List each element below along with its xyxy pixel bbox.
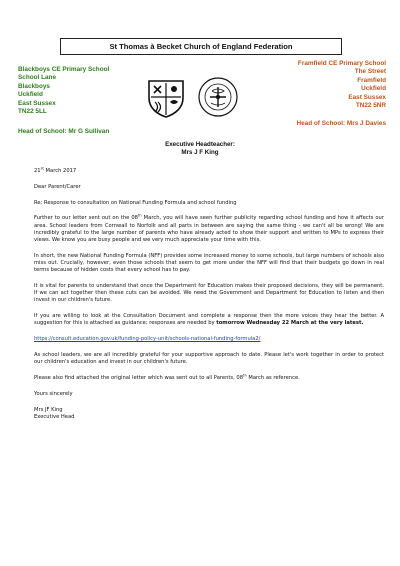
letter-p6-sup: th: [243, 373, 247, 378]
executive-title: Executive Headteacher:: [165, 141, 235, 148]
letter-salutation: Dear Parent/Carer: [34, 183, 81, 190]
letter-paragraph-3: It is vital for parents to understand that once the Department for Education makes their proposed decisions, they will be permanent. If we can act together then these cuts can be avoided. We need the Government and Department for Education to listen and then invest in our children's future.: [34, 283, 384, 304]
letter-closing: Yours sincerely: [34, 390, 73, 397]
letter-consultation-link-row: [34, 336, 384, 343]
letter-date-suffix: st: [40, 166, 44, 171]
blackboys-address-line-3: Uckfield: [18, 91, 43, 99]
letter-p6-end: March as reference.: [246, 375, 300, 381]
blackboys-address-line-2: Blackboys: [18, 82, 50, 90]
blackboys-crest-icon: [145, 78, 187, 118]
framfield-address-line-2: Framfield: [357, 76, 386, 84]
blackboys-school-name: Blackboys CE Primary School: [18, 66, 110, 73]
blackboys-head-of-school: Head of School: Mr G Sullivan: [18, 128, 110, 136]
letter-p4-start: If you are willing to look at the Consultation Document and complete a response then the more voices they hear the better. A suggestion for this is attached as guidance; responses are needed by: [34, 313, 384, 327]
blackboys-address-line-4: East Sussex: [18, 99, 56, 107]
letter-p1-sup: th: [137, 213, 142, 218]
executive-name: Mrs J F King: [181, 148, 219, 156]
letter-subject: Re; Response to consultation on National Funding Formula and school funding: [34, 199, 237, 206]
letter-p1-start: Further to our letter sent out on the 08: [34, 215, 138, 222]
framfield-school-block: [297, 60, 387, 129]
letter-paragraph-1: [34, 215, 384, 244]
signature-title: Executive Head: [34, 413, 75, 420]
letter-paragraph-5: As school leaders, we are all incredibly grateful for your supportive approach to date. Please let's work together in order to protect our children's education and invest in our children's future.: [34, 352, 384, 366]
framfield-address-line-1: The Street: [354, 68, 386, 76]
letter-paragraph-6: [34, 375, 384, 382]
blackboys-address-line-5: TN22 5LL: [18, 108, 47, 116]
letter-body: [34, 168, 384, 421]
framfield-school-name: Framfield CE Primary School: [297, 60, 386, 67]
framfield-head-of-school: Head of School: Mrs J Davies: [296, 120, 386, 128]
letter-date-rest: March 2017: [43, 168, 77, 174]
framfield-crest-icon: [197, 76, 239, 118]
consultation-link[interactable]: https://consult.education.gov.uk/funding-policy-unit/schools-national-funding-formula2/: [34, 336, 261, 343]
blackboys-address-line-1: School Lane: [18, 74, 56, 82]
framfield-address-line-3: Uckfield: [361, 85, 386, 93]
federation-title: St Thomas à Becket Church of England Federation: [60, 38, 342, 55]
signature-name: Mrs JF King: [34, 406, 63, 413]
letter-p1-end: March, you will have seen further publicity regarding school funding and how it affects our area. School leaders from Cornwall to Norfolk and all parts in between are saying the same thing - we can't all be wrong! We are incredibly grateful to the large number of parents who have already acted to show their support and written to MPs to express their views. We know you are busy people and we very much appreciate your time with this.: [34, 215, 384, 243]
letter-signature: [34, 407, 384, 421]
executive-headteacher-block: [0, 141, 400, 157]
blackboys-school-block: [18, 66, 109, 137]
letter-p6-start: Please also find attached the original letter which was sent out to all Parents, 08: [34, 375, 244, 381]
letter-paragraph-4: [34, 313, 384, 327]
letter-date-day: 21: [34, 168, 41, 174]
letter-date: [34, 168, 384, 175]
letter-p4-deadline: tomorrow Wednesday 22 March at the very latest.: [216, 320, 364, 327]
framfield-address-line-5: TN22 5NR: [355, 102, 386, 110]
framfield-address-line-4: East Sussex: [348, 93, 386, 101]
letter-paragraph-2: In short, the new National Funding Formula (NFF) provides some increased money to some schools, but large numbers of schools also miss out. Crucially, however, even those schools that seem to get more under the NFF will find that their budgets go down in real terms because of hidden costs that every school has to pay.: [34, 252, 384, 274]
